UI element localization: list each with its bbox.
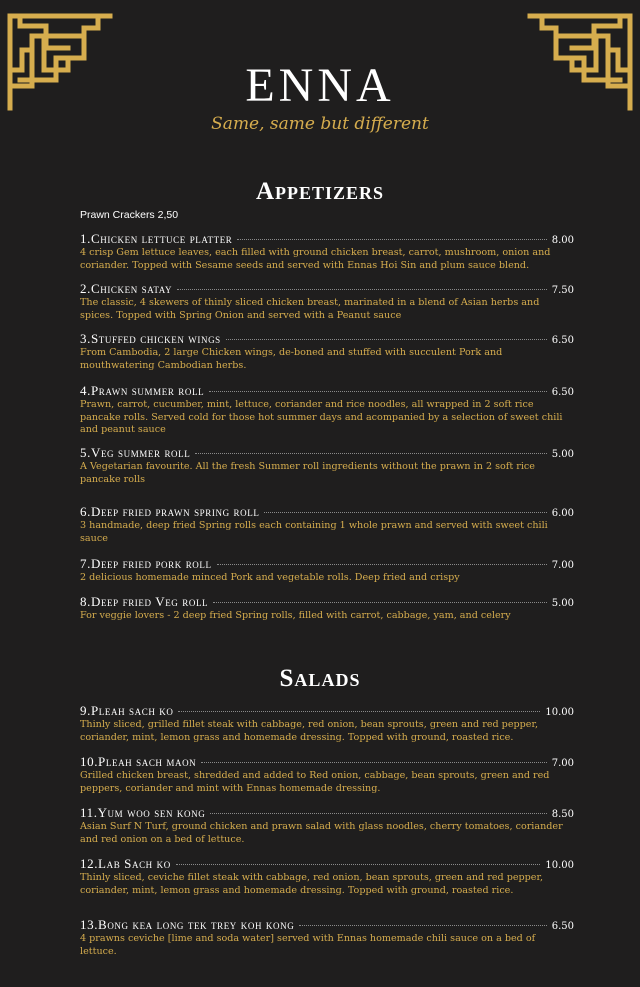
menu-item-description: 2 delicious homemade minced Pork and vegetable rolls. Deep fried and crispy [80, 572, 460, 583]
menu-item-name: 13.Bong kea long tek trey koh kong [80, 917, 295, 932]
menu-item-price: 8.50 [551, 809, 574, 820]
menu-item [80, 917, 574, 958]
prawn-crackers-note: Prawn Crackers 2,50 [80, 209, 179, 221]
menu-item-name: 4.Prawn summer roll [80, 383, 205, 398]
menu-item-name: 1.Chicken lettuce platter [80, 231, 233, 246]
menu-item-description: For veggie lovers - 2 deep fried Spring rolls, filled with carrot, cabbage, yam, and celery [80, 610, 511, 621]
menu-item [80, 331, 574, 372]
dot-leader [226, 330, 547, 340]
menu-item-price: 7.00 [551, 758, 574, 769]
menu-item-price: 6.50 [551, 921, 574, 932]
menu-item [80, 703, 574, 744]
menu-item-description: From Cambodia, 2 large Chicken wings, de-boned and stuffed with succulent Pork and mouthwatering Cambodian herbs. [80, 347, 503, 371]
menu-item-description: 4 crisp Gem lettuce leaves, each filled with ground chicken breast, carrot, mushroom, onion and coriander. Topped with Sesame seeds and served with Ennas Hoi Sin and plum sauce blend. [80, 247, 551, 271]
dot-leader [264, 503, 546, 513]
dot-leader [201, 753, 546, 763]
menu-item-price: 6.50 [551, 335, 574, 346]
dot-leader [210, 804, 546, 814]
menu-item-description: Prawn, carrot, cucumber, mint, lettuce, coriander and rice noodles, all wrapped in 2 soft rice pancake rolls. Served cold for those hot summer days and acompanied by a selection of sweet chili and peanut sauce [80, 399, 563, 435]
section-title-appetizers: Appetizers [255, 178, 385, 205]
dot-leader [176, 855, 541, 865]
menu-item [80, 445, 574, 486]
menu-item [80, 556, 574, 585]
menu-item [80, 805, 574, 846]
menu-item [80, 231, 574, 272]
menu-item-name: 3.Stuffed chicken wings [80, 331, 221, 346]
menu-item-description: A Vegetarian favourite. All the fresh Summer roll ingredients without the prawn in 2 soft rice pancake rolls [80, 461, 535, 485]
menu-item-description: Grilled chicken breast, shredded and added to Red onion, cabbage, bean sprouts, green and red peppers, coriander and mint with Ennas homemade dressing. [80, 770, 550, 794]
dot-leader [299, 916, 546, 926]
menu-item-name: 5.Veg summer roll [80, 445, 191, 460]
dot-leader [237, 230, 546, 240]
menu-item [80, 504, 574, 545]
menu-item-price: 7.00 [551, 560, 574, 571]
dot-leader [195, 444, 546, 454]
menu-item-price: 6.00 [551, 508, 574, 519]
menu-item-price: 8.00 [551, 235, 574, 246]
menu-item-description: 3 handmade, deep fried Spring rolls each containing 1 whole prawn and served with sweet chili sauce [80, 520, 548, 544]
restaurant-name: ENNA [245, 59, 395, 112]
menu-item [80, 281, 574, 322]
dot-leader [209, 382, 547, 392]
menu-item-name: 2.Chicken satay [80, 281, 173, 296]
menu-item-description: Thinly sliced, grilled fillet steak with cabbage, red onion, bean sprouts, green and red pepper, coriander, mint, lemon grass and homemade dressing. Topped with ground, roasted rice. [80, 719, 539, 743]
menu-item-name: 7.Deep fried pork roll [80, 556, 212, 571]
menu-item-name: 9.Pleah sach ko [80, 703, 174, 718]
menu-item [80, 594, 574, 623]
menu-item-name: 8.Deep fried Veg roll [80, 594, 209, 609]
menu-item-name: 11.Yum woo sen kong [80, 805, 206, 820]
menu-item-description: The classic, 4 skewers of thinly sliced chicken breast, marinated in a blend of Asian herbs and spices. Topped with Spring Onion and served with a Peanut sauce [80, 297, 540, 321]
menu-item [80, 754, 574, 795]
dot-leader [177, 280, 547, 290]
section-title-salads: Salads [279, 665, 361, 692]
menu-item [80, 383, 574, 437]
menu-item-price: 7.50 [551, 285, 574, 296]
dot-leader [213, 593, 547, 603]
menu-item [80, 856, 574, 897]
dot-leader [178, 702, 540, 712]
menu-item-price: 5.00 [551, 449, 574, 460]
menu-item-name: 12.Lab Sach ko [80, 856, 171, 871]
menu-item-price: 10.00 [545, 860, 574, 871]
menu-item-price: 5.00 [551, 598, 574, 609]
menu-item-price: 6.50 [551, 387, 574, 398]
menu-item-price: 10.00 [545, 707, 574, 718]
menu-item-description: Thinly sliced, ceviche fillet steak with cabbage, red onion, bean sprouts, green and red pepper, coriander, mint, lemon grass and homemade dressing. Topped with ground, roasted rice. [80, 872, 544, 896]
menu-item-description: 4 prawns ceviche [lime and soda water] served with Ennas homemade chili sauce on a bed of lettuce. [80, 933, 536, 957]
tagline: Same, same but different [211, 114, 429, 134]
dot-leader [217, 555, 547, 565]
menu-item-description: Asian Surf N Turf, ground chicken and prawn salad with glass noodles, cherry tomatoes, coriander and red onion on a bed of lettuce. [80, 821, 563, 845]
menu-item-name: 6.Deep fried prawn spring roll [80, 504, 260, 519]
menu-item-name: 10.Pleah sach maon [80, 754, 197, 769]
